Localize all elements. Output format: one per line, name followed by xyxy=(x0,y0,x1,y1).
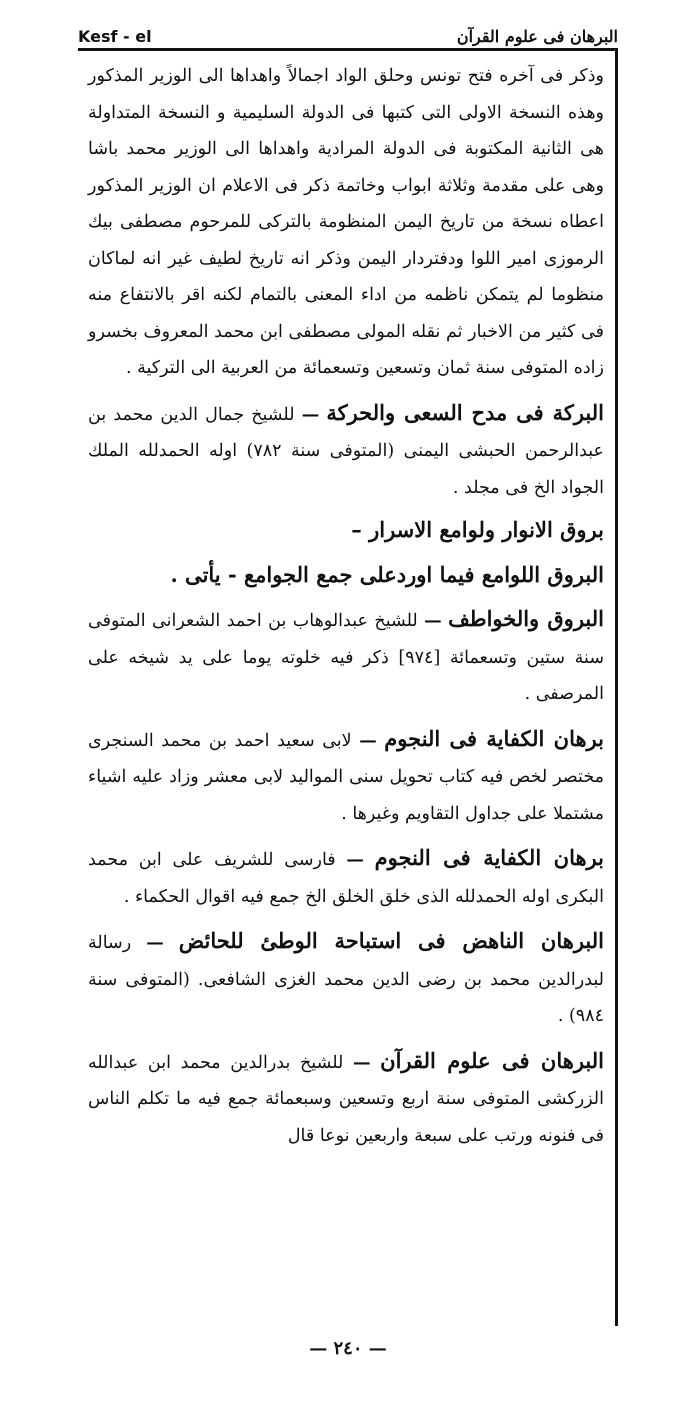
entry-dash: — xyxy=(346,850,364,870)
entry-dash: — xyxy=(301,404,320,425)
entry-title: البرهان فى علوم القرآن xyxy=(380,1047,604,1073)
entry-title: برهان الكفاية فى النجوم xyxy=(374,845,604,870)
entry-title: البرهان الناهض فى استباحة الوطئ للحائض xyxy=(178,928,604,953)
page-body xyxy=(88,58,604,1298)
entry-body: لابى سعيد احمد بن محمد السنجرى مختصر لخص فيه كتاب تحويل سنى المواليد لابى معشر وزاد عليه اشياء مشتملا على جداول التقاويم وغيرها . xyxy=(88,730,604,824)
entry-paragraph xyxy=(88,395,604,507)
entry-paragraph xyxy=(88,601,604,713)
header-right-title: البرهان فى علوم القرآن xyxy=(456,27,618,46)
entry-body: للشيخ بدرالدين محمد ابن عبدالله الزركشى المتوفى سنة اربع وتسعين وسبعمائة جمع فيه ما تكلم الناس فى فنونه ورتب على سبعة واربعين نوعا قال xyxy=(88,1052,604,1146)
entry-paragraph xyxy=(88,721,604,833)
entry-dash: — xyxy=(146,933,164,953)
entry-title-standalone: بروق الانوار ولوامع الاسرار – xyxy=(351,517,604,542)
entry-paragraph xyxy=(88,1043,604,1155)
entry-dash: — xyxy=(359,730,377,751)
entry-dash: — xyxy=(424,611,442,631)
page-number: — ٢٤٠ — xyxy=(309,1338,387,1359)
entry-paragraph xyxy=(88,840,604,915)
entry-title-standalone: البروق اللوامع فيما اوردعلى جمع الجوامع - يأتى . xyxy=(170,561,604,587)
header-left-text: Kesf - el xyxy=(78,27,152,46)
entry-dash: — xyxy=(352,1052,371,1073)
entry-body: للشيخ عبدالوهاب بن احمد الشعرانى المتوفى سنة ستين وتسعمائة [٩٧٤] ذكر فيه خلوته يوما على يد شيخه على المرصفى . xyxy=(88,611,604,704)
entry-title: البروق والخواطف xyxy=(448,606,604,631)
running-header xyxy=(78,18,618,46)
entry-body: فارسى للشريف على ابن محمد البكرى اوله الحمدلله الذى خلق الخلق الخ جمع فيه اقوال الحكماء . xyxy=(88,850,604,907)
entry-paragraph xyxy=(88,923,604,1035)
entry-title: برهان الكفاية فى النجوم xyxy=(384,725,604,751)
continuation-paragraph: وذكر فى آخره فتح تونس وحلق الواد اجمالاً واهداها الى الوزير المذكور وهذه النسخة الاولى التى كتبها فى الدولة السليمية و النسخة المتداولة هى الثانية المكتوبة فى الدولة المرادية واهداها الى الوزير محمد باشا وهى على مقدمة وثلاثة ابواب وخاتمة ذكر فى الاعلام ان الوزير المذكور اعطاه نسخة من تاريخ اليمن المنظومة بالتركى للمرحوم مصطفى بيك الرموزى امير اللوا ودفتردار اليمن وذكر انه تاريخ لطيف غير انه لماكان منظوما لم يتمكن ناظمه من اداء المعنى بالتمام لكنه اقر بالانتفاع منه فى كثير من الاخبار ثم نقله المولى مصطفى ابن محمد المعروف بخسرو زاده المتوفى سنة ثمان وتسعين وتسعمائة من العربية الى التركية . xyxy=(88,66,604,378)
side-rule xyxy=(615,48,618,1326)
entry-body: للشيخ جمال الدين محمد بن عبدالرحمن الحبشى اليمنى (المتوفى سنة ٧٨٢) اوله الحمدلله الملك الجواد الخ فى مجلد . xyxy=(88,404,604,498)
entry-body: رسالة لبدرالدين محمد بن رضى الدين محمد الغزى الشافعى. (المتوفى سنة ٩٨٤) . xyxy=(88,933,604,1026)
header-rule xyxy=(78,48,618,51)
entry-title: البركة فى مدح السعى والحركة xyxy=(326,399,604,425)
